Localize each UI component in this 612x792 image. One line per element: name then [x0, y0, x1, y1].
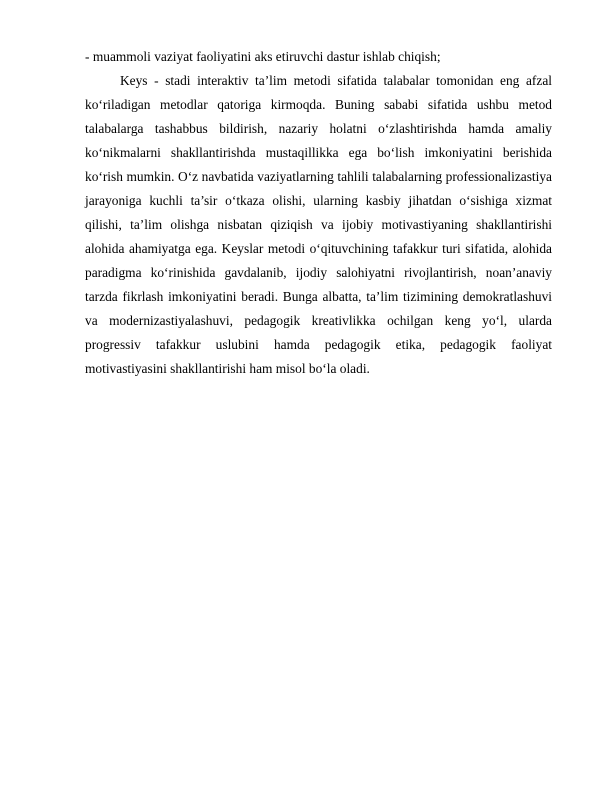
document-body: [85, 45, 552, 381]
bullet-item: [85, 45, 552, 69]
bullet-marker: -: [85, 49, 90, 64]
bullet-text: muammoli vaziyat faoliyatini aks etiruvchi dastur ishlab chiqish;: [92, 49, 441, 64]
body-paragraph: Keys - stadi interaktiv ta’lim metodi sifatida talabalar tomonidan eng afzal ko‘riladigan metodlar qatoriga kirmoqda. Buning sababi sifatida ushbu metod talabalarga tashabbus bildirish, nazariy holatni o‘zlashtirishda hamda amaliy ko‘nikmalarni shakllantirishda mustaqillikka ega bo‘lish imkoniyatini berishida ko‘rish mumkin. O‘z navbatida vaziyatlarning tahlili talabalarning professionalizastiya jarayoniga kuchli ta’sir o‘tkaza olishi, ularning kasbiy jihatdan o‘sishiga xizmat qilishi, ta’lim olishga nisbatan qiziqish va ijobiy motivastiyaning shakllantirishi alohida ahamiyatga ega. Keyslar metodi o‘qituvchining tafakkur turi sifatida, alohida paradigma ko‘rinishida gavdalanib, ijodiy salohiyatni rivojlantirish, noan’anaviy tarzda fikrlash imkoniyatini beradi. Bunga albatta, ta’lim tizimining demokratlashuvi va modernizastiyalashuvi, pedagogik kreativlikka ochilgan keng yo‘l, ularda progressiv tafakkur uslubini hamda pedagogik etika, pedagogik faoliyat motivastiyasini shakllantirishi ham misol bo‘la oladi.: [85, 73, 552, 376]
